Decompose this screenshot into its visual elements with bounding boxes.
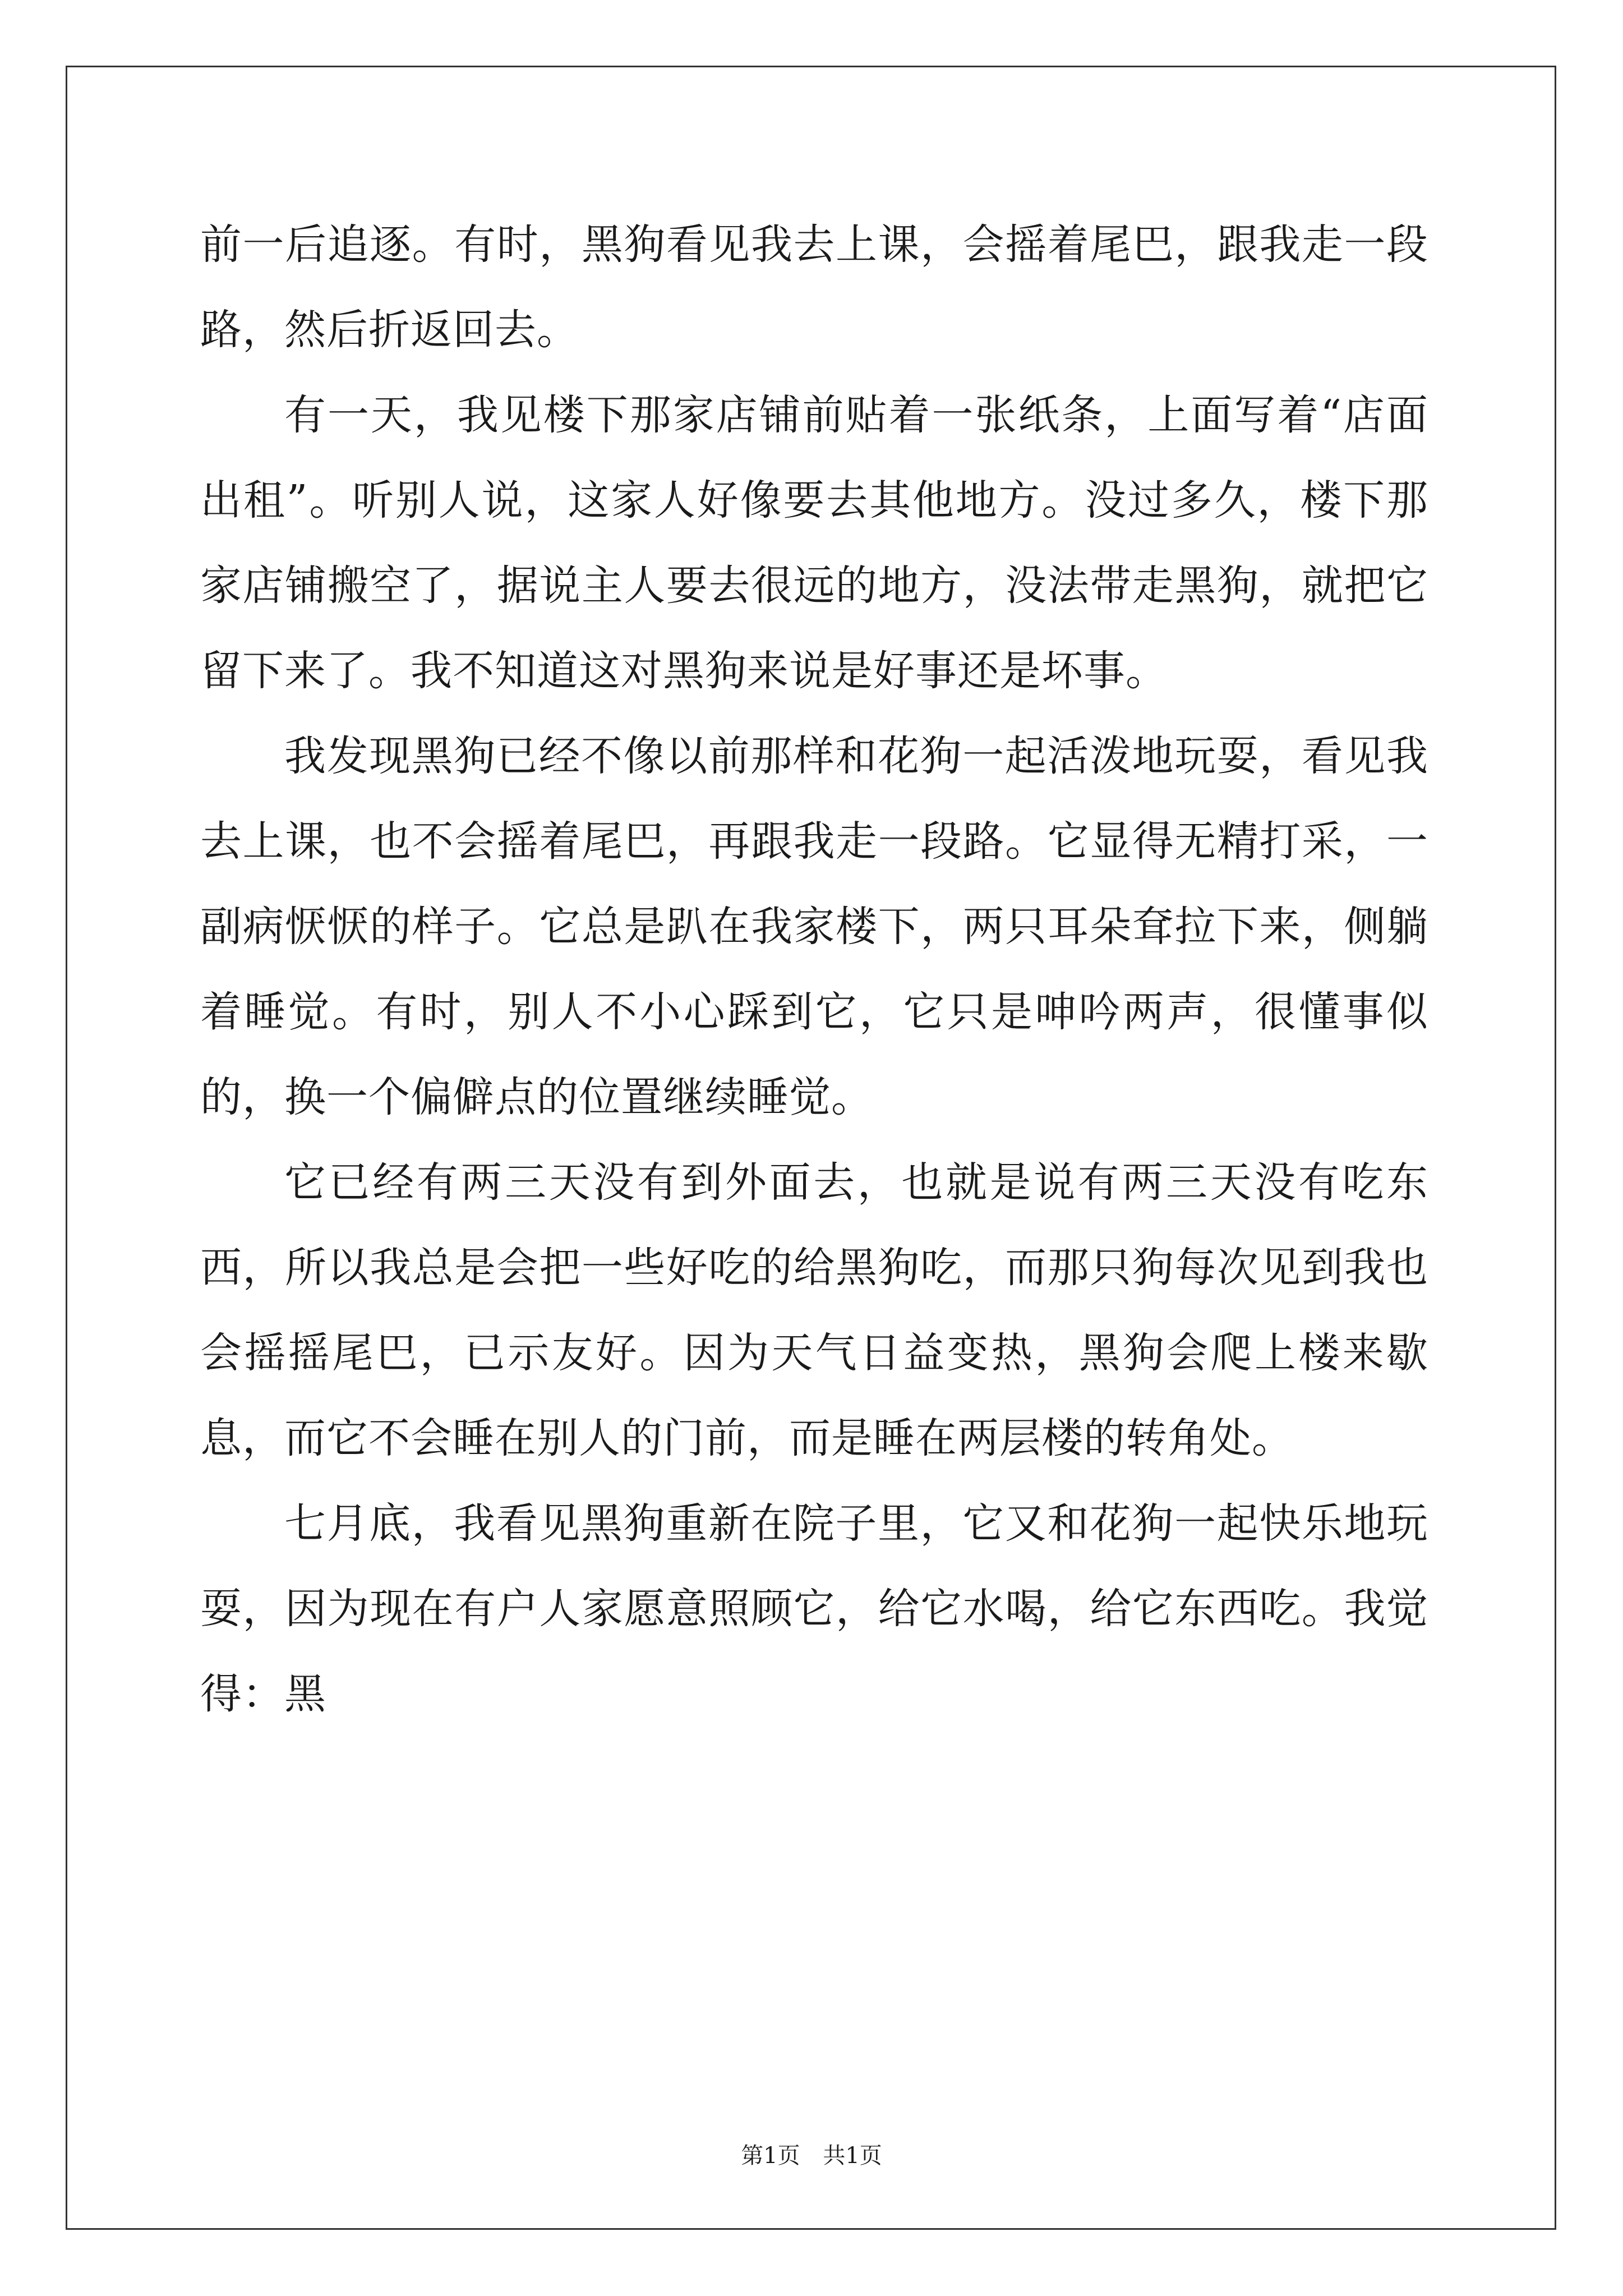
paragraph-4: 它已经有两三天没有到外面去，也就是说有两三天没有吃东西，所以我总是会把一些好吃的给黑狗吃，而那只狗每次见到我也会摇摇尾巴，已示友好。因为天气日益变热，黑狗会爬上楼来歇息，而它不会睡在别人的门前，而是睡在两层楼的转角处。 [200,1158,1428,1462]
paragraph-5: 七月底，我看见黑狗重新在院子里，它又和花狗一起快乐地玩耍，因为现在有户人家愿意照顾它，给它水喝，给它东西吃。我觉得：黑 [200,1499,1428,1718]
page-total: 共1页 [823,2143,882,2169]
paragraph-3: 我发现黑狗已经不像以前那样和花狗一起活泼地玩耍，看见我去上课，也不会摇着尾巴，再跟我走一段路。它显得无精打采，一副病恹恹的样子。它总是趴在我家楼下，两只耳朵耷拉下来，侧躺着睡觉。有时，别人不小心踩到它，它只是呻吟两声，很懂事似的，换一个偏僻点的位置继续睡觉。 [200,732,1428,1121]
paragraph-1: 前一后追逐。有时，黑狗看见我去上课，会摇着尾巴，跟我走一段路，然后折返回去。 [200,220,1428,354]
page-footer [0,2142,1623,2170]
paragraph-2: 有一天，我见楼下那家店铺前贴着一张纸条，上面写着“店面出租”。听别人说，这家人好像要去其他地方。没过多久，楼下那家店铺搬空了，据说主人要去很远的地方，没法带走黑狗，就把它留下来了。我不知道这对黑狗来说是好事还是坏事。 [200,391,1428,695]
document-body [200,202,1428,1737]
page-number: 第1页 [741,2143,800,2169]
